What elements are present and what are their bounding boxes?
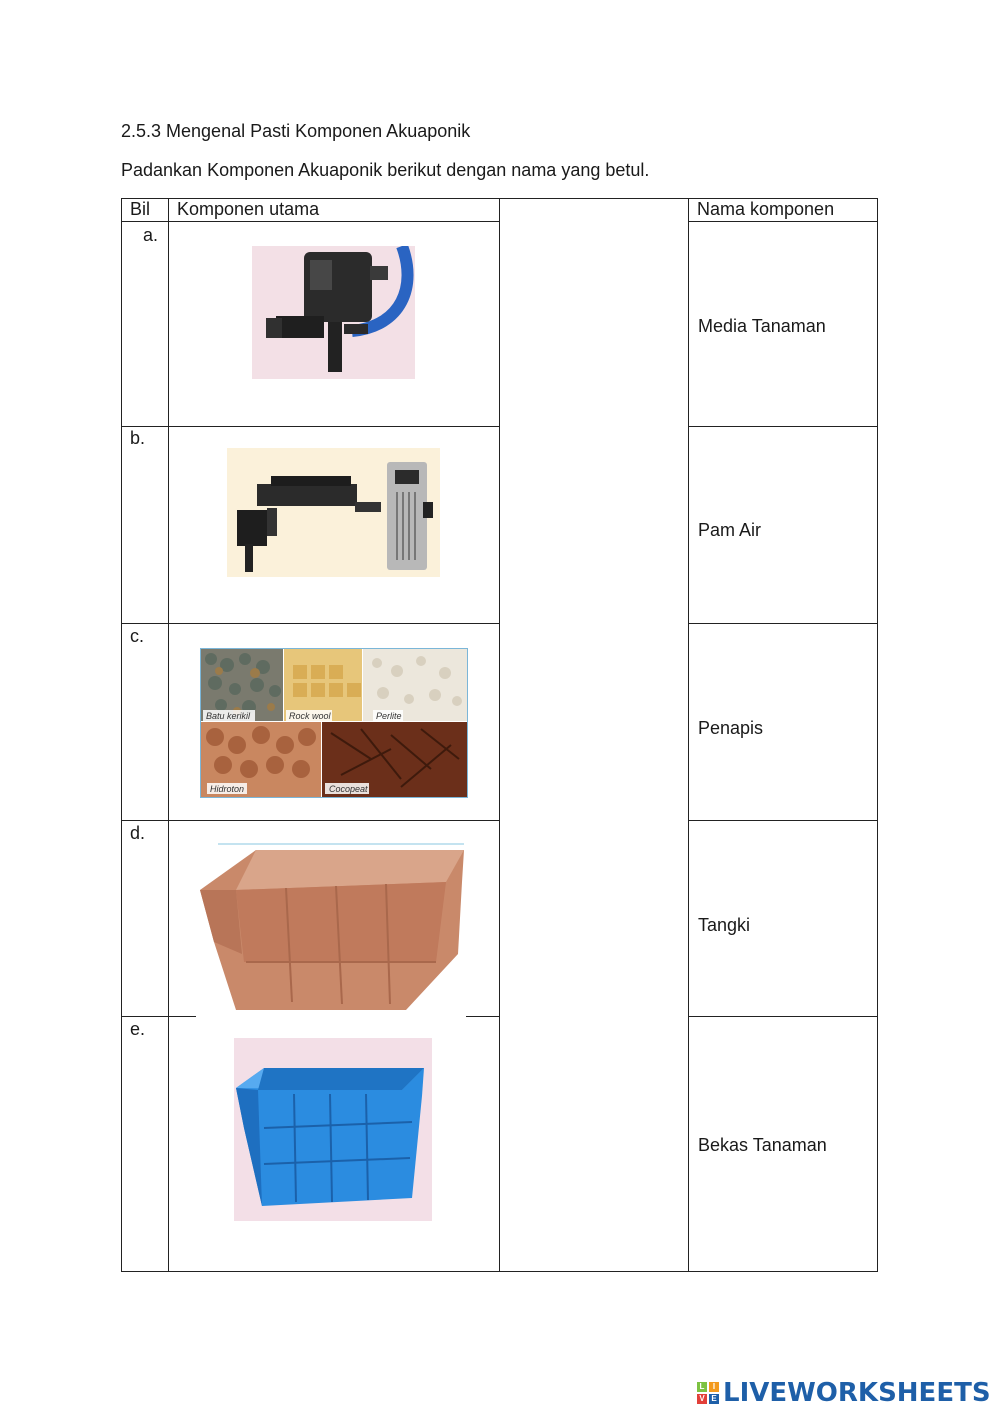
water-pump-image[interactable] [252, 246, 415, 379]
table-header-rule-left [121, 221, 500, 222]
name-option-1[interactable]: Media Tanaman [698, 316, 826, 336]
row-rule-ab-left [121, 426, 500, 427]
logo-text: LIVEWORKSHEETS [723, 1378, 991, 1408]
logo-square-v: V [697, 1394, 707, 1404]
logo-square-l: L [697, 1382, 707, 1392]
row-c-bil: c. [130, 626, 145, 646]
growing-media-image[interactable] [200, 648, 468, 798]
name-option-5[interactable]: Bekas Tanaman [698, 1135, 827, 1155]
table-border-bottom [121, 1271, 878, 1272]
liveworksheets-logo[interactable] [697, 1378, 991, 1408]
media-label-hidroton: Hidroton [210, 784, 245, 794]
name-option-3[interactable]: Penapis [698, 718, 764, 738]
row-b-bil: b. [130, 428, 146, 448]
table-divider-bil [168, 198, 169, 1272]
logo-square-e: E [709, 1394, 719, 1404]
name-option-4[interactable]: Tangki [698, 915, 751, 935]
row-e-bil: e. [130, 1019, 146, 1039]
media-label-perlite: Perlite [376, 711, 402, 721]
table-divider-komponen [499, 198, 500, 1272]
row-d-bil: d. [130, 823, 146, 843]
table-border-right [877, 198, 878, 1272]
row-rule-ab-right [688, 426, 878, 427]
media-label-batu-kerikil: Batu kerikil [206, 711, 251, 721]
row-rule-bc-right [688, 623, 878, 624]
filter-image[interactable] [227, 448, 440, 577]
row-rule-cd-right [688, 820, 878, 821]
media-label-rock-wool: Rock wool [289, 711, 331, 721]
instruction: Padankan Komponen Akuaponik berikut dengan nama yang betul. [121, 160, 650, 180]
row-a-bil: a. [143, 225, 159, 245]
row-rule-cd-left [121, 820, 500, 821]
row-rule-de-right [688, 1016, 878, 1017]
media-label-cocopeat: Cocopeat [329, 784, 368, 794]
row-rule-bc-left [121, 623, 500, 624]
header-komponen: Komponen utama [177, 199, 320, 219]
table-border-left [121, 198, 122, 1272]
logo-square-i: I [709, 1382, 719, 1392]
heading: 2.5.3 Mengenal Pasti Komponen Akuaponik [121, 121, 471, 141]
plant-container-image[interactable] [234, 1038, 432, 1221]
tank-image[interactable] [196, 842, 466, 1024]
header-nama: Nama komponen [697, 199, 835, 219]
logo-squares-icon [697, 1382, 719, 1404]
table-header-rule-right [688, 221, 878, 222]
table-divider-nama [688, 198, 689, 1272]
name-option-2[interactable]: Pam Air [698, 520, 762, 540]
header-bil: Bil [130, 199, 151, 219]
